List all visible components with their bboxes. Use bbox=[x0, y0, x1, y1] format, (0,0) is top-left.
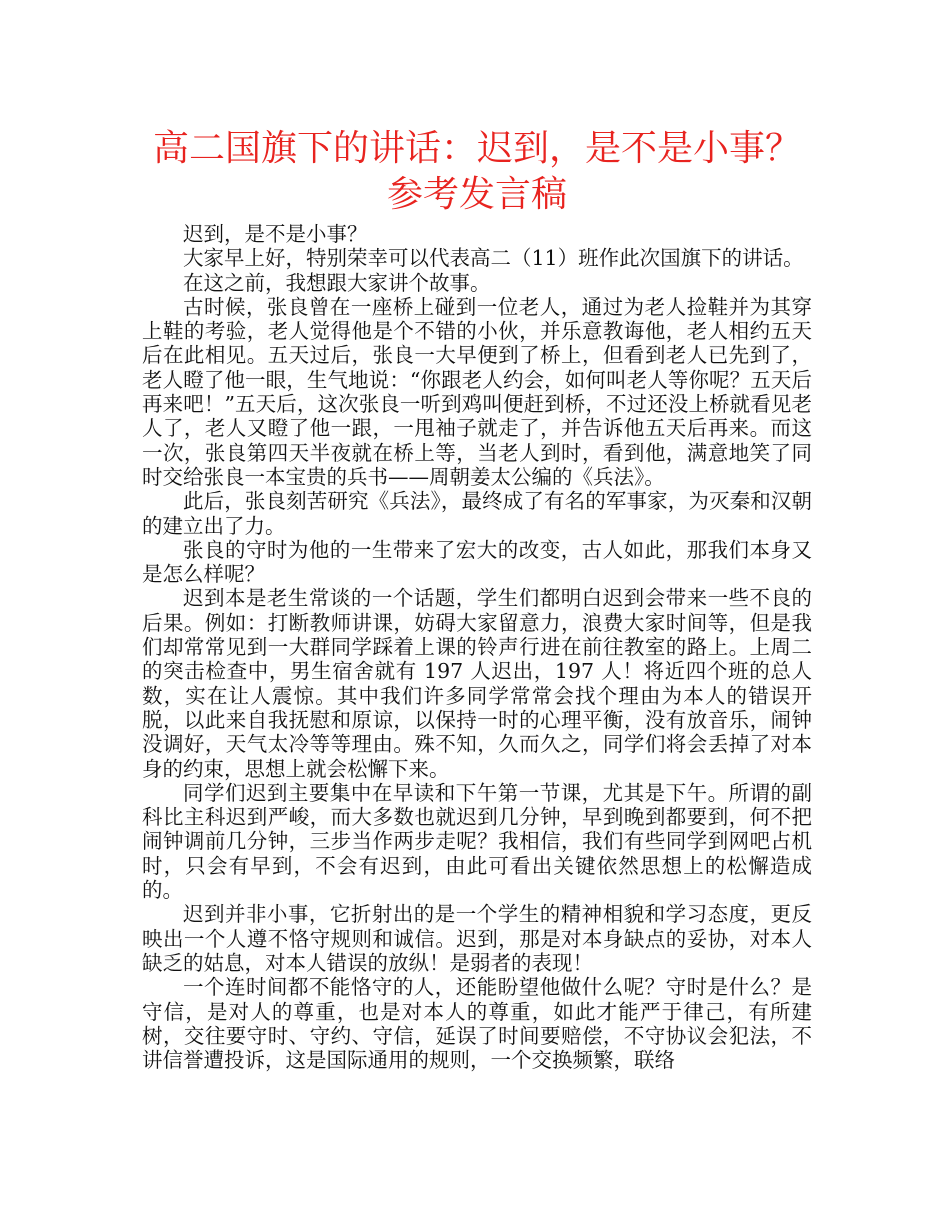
title-line-2: 参考发言稿 bbox=[386, 174, 567, 215]
page-title bbox=[142, 126, 812, 218]
paragraph: 在这之前，我想跟大家讲个故事。 bbox=[183, 270, 491, 295]
paragraph: 此后，张良刻苦研究《兵法》，最终成了有名的军事家，为灭秦和汉朝的建立出了力。 bbox=[142, 489, 812, 538]
paragraph: 张良的守时为他的一生带来了宏大的改变，古人如此，那我们本身又是怎么样呢？ bbox=[142, 537, 812, 587]
paragraph: 一个连时间都不能恪守的人，还能盼望他做什么呢？守时是什么？是守信，是对人的尊重，也是对本人的尊重，如此才能严于律己，有所建树，交往要守时、守约、守信，延误了时间要赔偿，不守协议会犯法，不讲信誉遭投诉，这是国际通用的规则，一个交换频繁，联络 bbox=[142, 975, 812, 1073]
paragraph: 古时候，张良曾在一座桥上碰到一位老人，通过为老人捡鞋并为其穿上鞋的考验，老人觉得他是个不错的小伙，并乐意教诲他，老人相约五天后在此相见。五天过后，张良一大早便到了桥上，但看到老人已先到了，老人瞪了他一眼，生气地说：“你跟老人约会，如何叫老人等你呢？五天后再来吧！”五天后，这次张良一听到鸡叫便赶到桥，不过还没上桥就看见老人了，老人又瞪了他一跟，一甩袖子就走了，并告诉他五天后再来。而这一次，张良第四天半夜就在桥上等，当老人到时，看到他，满意地笑了同时交给张良一本宝贵的兵书——周朝姜太公编的《兵法》。 bbox=[142, 294, 812, 489]
paragraph: 迟到，是不是小事？ bbox=[183, 222, 368, 246]
title-line-1: 高二国旗下的讲话：迟到，是不是小事？ bbox=[152, 128, 801, 169]
paragraph: 同学们迟到主要集中在早读和下午第一节课，尤其是下午。所谓的副科比主科迟到严峻，而大多数也就迟到几分钟，早到晚到都要到，何不把闹钟调前几分钟，三步当作两步走呢？我相信，我们有些同学到网吧占机时，只会有早到，不会有迟到，由此可看出关键依然思想上的松懈造成的。 bbox=[142, 780, 812, 903]
document-page bbox=[142, 126, 812, 1072]
paragraph: 迟到本是老生常谈的一个话题，学生们都明白迟到会带来一些不良的后果。例如：打断教师讲课，妨碍大家留意力，浪费大家时间等，但是我们却常常见到一大群同学踩着上课的铃声行进在前往教室的路上。上周二的突击检查中，男生宿舍就有 197 人迟出，197 人！将近四个班的总人数，实在让人震惊。其中我们许多同学常常会找个理由为本人的错误开脱，以此来自我抚慰和原谅，以保持一时的心理平衡，没有放音乐，闹钟没调好，天气太冷等等理由。殊不知，久而久之，同学们将会丢掉了对本身的约束，思想上就会松懈下来。 bbox=[142, 586, 812, 781]
paragraph: 大家早上好，特别荣幸可以代表高二（11）班作此次国旗下的讲话。 bbox=[183, 246, 804, 271]
paragraph: 迟到并非小事，它折射出的是一个学生的精神相貌和学习态度，更反映出一个人遵不恪守规则和诚信。迟到，那是对本身缺点的妥协，对本人缺乏的姑息，对本人错误的放纵！是弱者的表现！ bbox=[142, 902, 812, 975]
document-body bbox=[142, 222, 812, 1072]
